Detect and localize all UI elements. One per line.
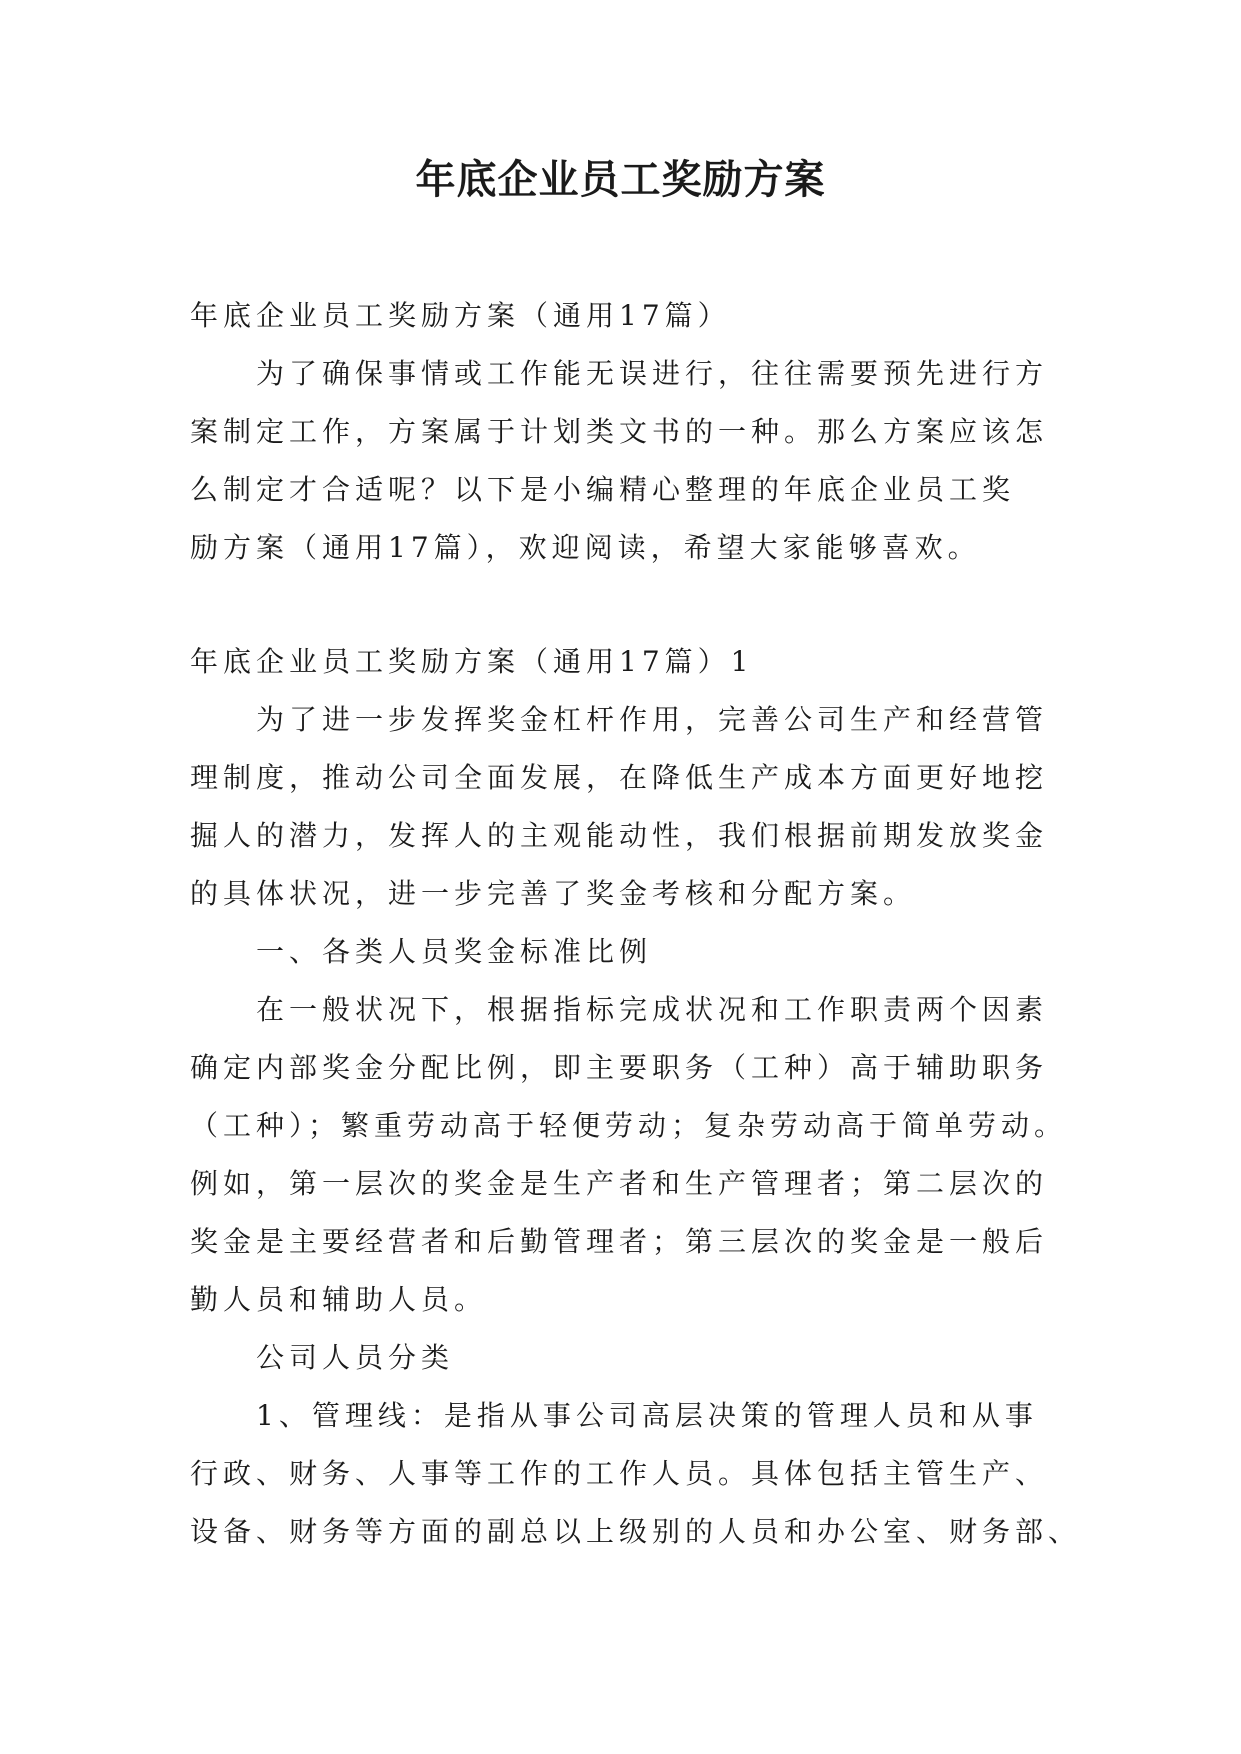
classification-heading: 公司人员分类	[256, 1341, 455, 1374]
paragraph-3	[190, 1387, 1082, 1561]
text-line: 确定内部奖金分配比例，即主要职务（工种）高于辅助职务	[190, 1051, 1049, 1084]
paragraph-2	[190, 981, 1068, 1329]
text-line: 奖金是主要经营者和后勤管理者；第三层次的奖金是一般后	[190, 1225, 1049, 1258]
text-line: 理制度，推动公司全面发展，在降低生产成本方面更好地挖	[190, 761, 1049, 794]
text-line: 行政、财务、人事等工作的工作人员。具体包括主管生产、	[190, 1457, 1049, 1490]
text-line: 1、管理线：是指从事公司高层决策的管理人员和从事	[256, 1399, 1038, 1432]
document-body	[190, 287, 1082, 1561]
item-heading: 一、各类人员奖金标准比例	[256, 935, 653, 968]
text-line: 勤人员和辅助人员。	[190, 1283, 488, 1316]
text-line: 案制定工作，方案属于计划类文书的一种。那么方案应该怎	[190, 415, 1049, 448]
text-line: 例如，第一层次的奖金是生产者和生产管理者；第二层次的	[190, 1167, 1049, 1200]
text-line: 设备、财务等方面的副总以上级别的人员和办公室、财务部、	[190, 1515, 1082, 1548]
text-line: 为了确保事情或工作能无误进行，往往需要预先进行方	[256, 357, 1049, 390]
intro-paragraph	[190, 345, 1060, 577]
text-line: 么制定才合适呢？以下是小编精心整理的年底企业员工奖	[190, 473, 1016, 506]
text-line: 为了进一步发挥奖金杠杆作用，完善公司生产和经营管	[256, 703, 1049, 736]
section-heading: 年底企业员工奖励方案（通用17篇）1	[190, 645, 754, 678]
text-line: 的具体状况，进一步完善了奖金考核和分配方案。	[190, 877, 917, 910]
text-line: 掘人的潜力，发挥人的主观能动性，我们根据前期发放奖金	[190, 819, 1049, 852]
text-line: 励方案（通用17篇），欢迎阅读，希望大家能够喜欢。	[190, 531, 981, 564]
text-line: （工种）；繁重劳动高于轻便劳动；复杂劳动高于简单劳动。	[190, 1109, 1068, 1142]
document-subtitle: 年底企业员工奖励方案（通用17篇）	[190, 299, 731, 332]
text-line: 在一般状况下，根据指标完成状况和工作职责两个因素	[256, 993, 1049, 1026]
document-title: 年底企业员工奖励方案	[415, 157, 826, 203]
paragraph-1	[190, 691, 1060, 923]
